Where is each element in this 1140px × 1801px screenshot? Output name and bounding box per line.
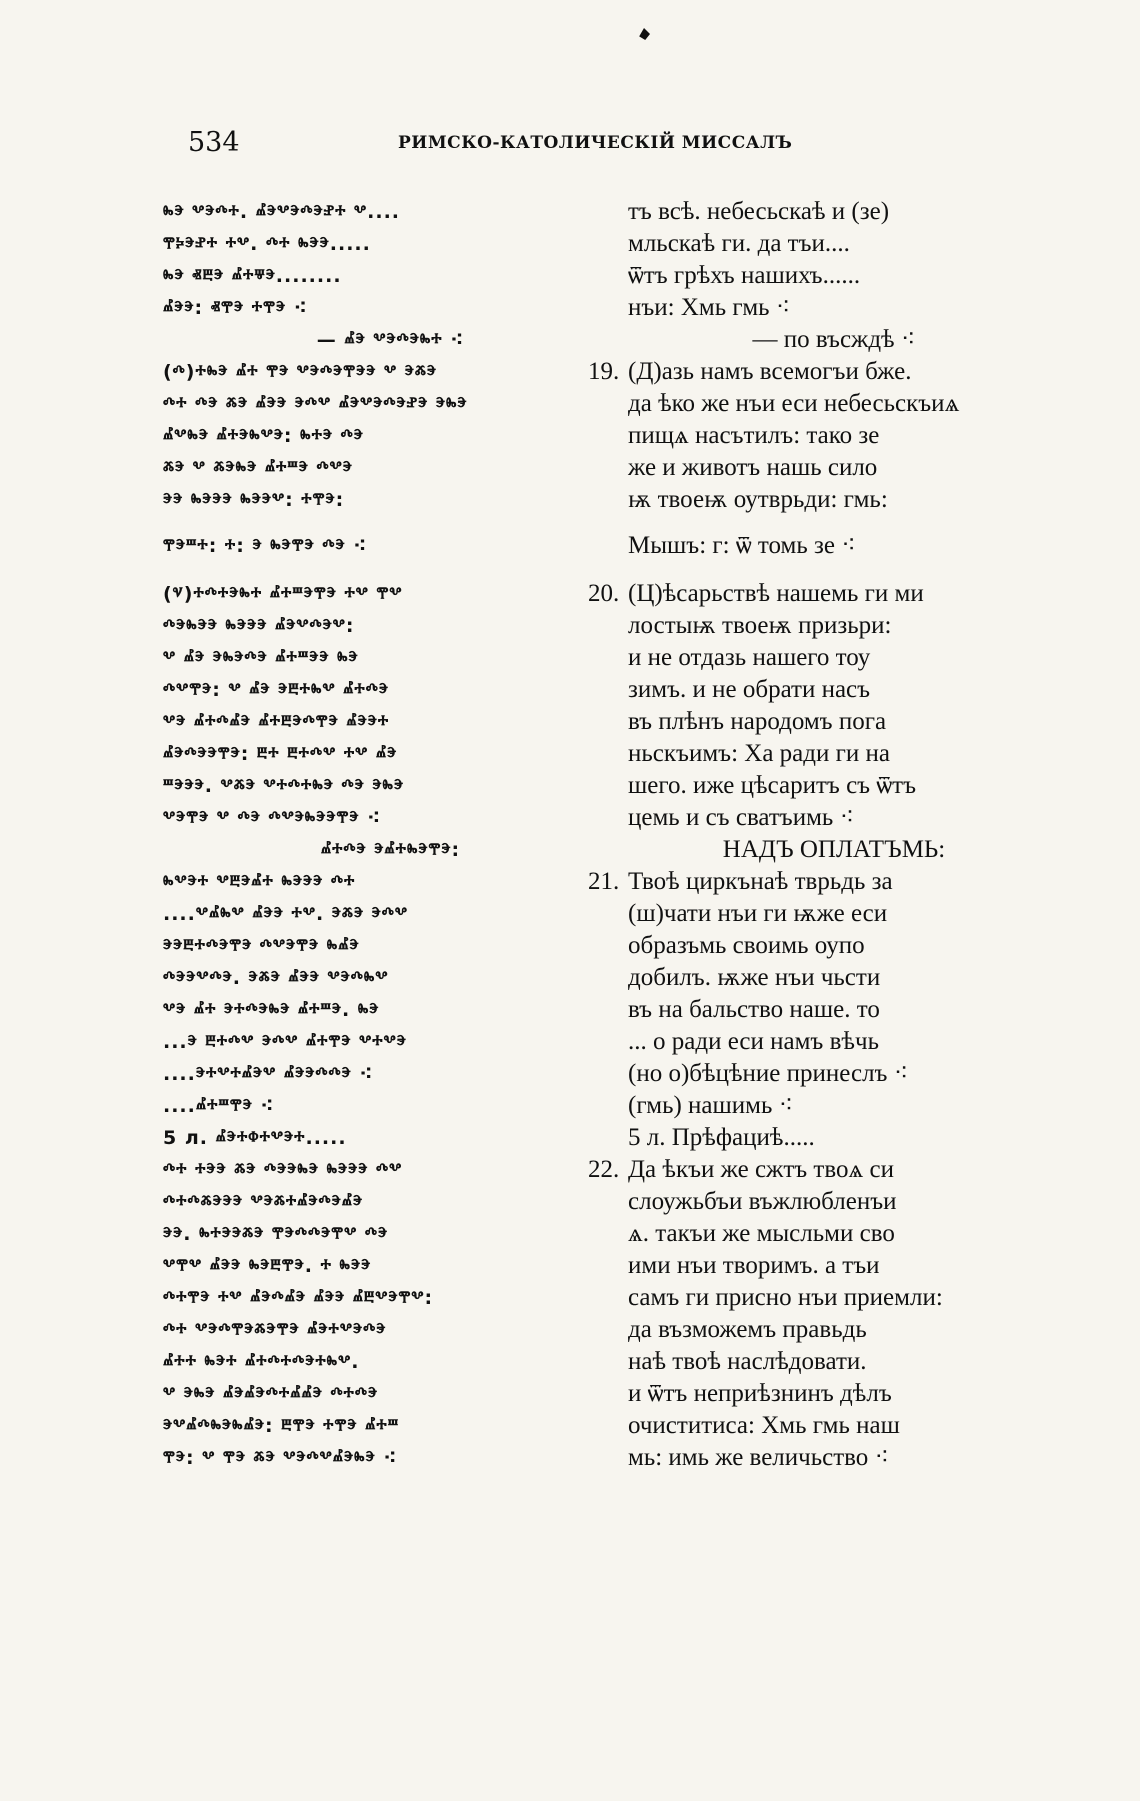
cyrillic-line: мь: имь же величьство ⁖ — [628, 1444, 890, 1471]
glagolitic-line: (ⱌ)ⰰⰴⰰⰵⰸⰰ ⰼⰰⱎⰵⰹⰵ ⰰⰲ ⰹⰲ — [163, 583, 403, 605]
cyrillic-column — [588, 196, 1040, 1474]
cyrillic-line-text: Да ѣкъи же сжтъ твоѧ си — [628, 1156, 894, 1183]
glagolitic-line: ⰹⰵ: ⰲ ⰹⰵ ⰶⰵ ⰲⰵⰴⰲⰼⰵⰸⰵ ⁖ — [163, 1447, 398, 1469]
cyrillic-verse-line — [588, 1154, 1040, 1186]
cyrillic-line: да възможемъ правьдь — [628, 1316, 867, 1343]
cyrillic-line: слоужьбъи въжлюбленъи — [628, 1188, 897, 1215]
cyrillic-line: мльскаѣ ги. да тъи.... — [628, 230, 850, 257]
glagolitic-line: ⰴⰰ ⰴⰵ ⰶⰵ ⰼⰵⰵ ⰵⰴⰲ ⰼⰵⰲⰵⰴⰵⱀⰵ ⰵⰸⰵ — [163, 393, 468, 415]
cyrillic-line: нъи: Хмь гмь ⁖ — [628, 294, 791, 321]
cyrillic-line: образъмь своимь оупо — [628, 932, 865, 959]
glagolitic-line: ⰸⰲⰵⰰ ⰲⰱⰵⰼⰰ ⰸⰵⰵⰵ ⰴⰰ — [163, 871, 356, 893]
cyrillic-line: въ плѣнъ народомъ пога — [628, 708, 887, 735]
glagolitic-line: ⰹⰽⰵⱀⰰ ⰰⰲ. ⰴⰰ ⰸⰵⰵ..... — [163, 233, 371, 255]
cyrillic-line: Мышъ: г: ѿ томь зе ⁖ — [628, 532, 856, 559]
cyrillic-line: ѿтъ грѣхъ нашихъ...... — [628, 262, 861, 289]
cyrillic-line: самъ ги присно нъи приемли: — [628, 1284, 943, 1311]
cyrillic-line: наѣ твоѣ наслѣдовати. — [628, 1348, 867, 1375]
cyrillic-line-text: (Д)азь намъ всемогъи бже. — [628, 358, 912, 385]
glagolitic-line: ⰹⰵⱎⰰ: ⰰ: ⰵ ⰸⰵⰹⰵ ⰴⰵ ⁖ — [163, 535, 368, 557]
verse-number: 21. — [588, 868, 620, 895]
verse-number: 22. — [588, 1156, 620, 1183]
glagolitic-line: 5 л. ⰼⰵⰰⱇⰰⰲⰵⰰ..... — [163, 1127, 347, 1149]
cyrillic-line: въ на бальство наше. то — [628, 996, 880, 1023]
cyrillic-line: пищѧ насътилъ: тако зе — [628, 422, 880, 449]
cyrillic-line: ими нъи творимъ. а тъи — [628, 1252, 880, 1279]
glagolitic-line: ⰶⰵ ⰲ ⰶⰵⰸⰵ ⰼⰰⱎⰵ ⰴⰲⰵ — [163, 457, 353, 479]
cyrillic-line: да ѣко же нъи еси небесьскъиѧ — [628, 390, 960, 417]
glagolitic-line: ⰲⰵ ⰼⰰ ⰵⰰⰴⰵⰸⰵ ⰼⰰⱎⰵ. ⰸⰵ — [163, 999, 380, 1021]
glagolitic-line: ⰵⰵ. ⰸⰰⰵⰵⰶⰵ ⰹⰵⰴⰴⰵⰹⰲ ⰴⰵ — [163, 1223, 389, 1245]
glagolitic-line: ⰼⰰⰰ ⰸⰵⰰ ⰼⰰⰴⰰⰴⰵⰰⰸⰲ. — [163, 1351, 360, 1373]
cyrillic-line: ѧ. такъи же мысльми сво — [628, 1220, 895, 1247]
glagolitic-line: ⱎⰵⰵⰵ. ⰲⰶⰵ ⰲⰰⰴⰰⰸⰵ ⰴⰵ ⰵⰸⰵ — [163, 775, 405, 797]
verse-number: 20. — [588, 580, 620, 607]
glagolitic-line: (ⰴ)ⰰⰸⰵ ⰼⰰ ⰹⰵ ⰲⰵⰴⰵⰹⰵⰵ ⰲ ⰵⰶⰵ — [163, 361, 438, 383]
glagolitic-rubric: ⰼⰰⰴⰵ ⰵⰼⰰⰸⰵⰹⰵ: — [320, 839, 461, 861]
glagolitic-rubric: — ⰼⰵ ⰲⰵⰴⰵⰸⰰ ⁖ — [316, 329, 465, 351]
glagolitic-line: ⰲ ⰼⰵ ⰵⰸⰵⰴⰵ ⰼⰰⱎⰵⰵ ⰸⰵ — [163, 647, 359, 669]
cyrillic-line: цемь и съ сватъимь ⁖ — [628, 804, 855, 831]
cyrillic-line: зимъ. и не обрати насъ — [628, 676, 871, 703]
glagolitic-line: ⰸⰵ ⱏⰱⰵ ⰼⰰⱋⰵ........ — [163, 265, 342, 287]
glagolitic-line: ⰸⰵ ⰲⰵⰴⰰ. ⰼⰵⰲⰵⰴⰵⱀⰰ ⰲ.... — [163, 201, 401, 223]
cyrillic-line-text: Твоѣ циркънаѣ тврьдь за — [628, 868, 893, 895]
cyrillic-line: ѭ твоеѭ оутврьди: гмь: — [628, 486, 888, 513]
glagolitic-line: ⰼⰵⰴⰵⰵⰹⰵ: ⰱⰰ ⰱⰰⰴⰲ ⰰⰲ ⰼⰵ — [163, 743, 398, 765]
glagolitic-line: ⰴⰵⰵⰲⰴⰵ. ⰵⰶⰵ ⰼⰵⰵ ⰲⰵⰴⰸⰲ — [163, 967, 389, 989]
cyrillic-line: тъ всѣ. небесьскаѣ и (зе) — [628, 198, 890, 225]
cyrillic-line: (гмь) нашимь ⁖ — [628, 1092, 794, 1119]
glagolitic-line: ....ⰲⰼⰸⰲ ⰼⰵⰵ ⰰⰲ. ⰵⰶⰵ ⰵⰴⰲ — [163, 903, 409, 925]
cyrillic-line: (но о)бѣцѣние принеслъ ⁖ — [628, 1060, 909, 1087]
cyrillic-line: и не отдазь нашего тоу — [628, 644, 871, 671]
glagolitic-line: ⰴⰰⰹⰵ ⰰⰲ ⰼⰵⰴⰼⰵ ⰼⰵⰵ ⰼⰱⰲⰵⰹⰲ: — [163, 1287, 434, 1309]
glagolitic-column — [163, 196, 618, 1474]
glagolitic-line: ⰵⰵⰱⰰⰴⰵⰹⰵ ⰴⰲⰵⰹⰵ ⰸⰼⰵ — [163, 935, 360, 957]
glagolitic-line: ⰼⰵⰵ: ⱏⰹⰵ ⰰⰹⰵ ⁖ — [163, 297, 308, 319]
cyrillic-line: шего. иже цѣсаритъ съ ѿтъ — [628, 772, 917, 799]
cyrillic-line: лостыѭ твоеѭ призьри: — [628, 612, 892, 639]
glagolitic-line: ⰴⰰ ⰰⰵⰵ ⰶⰵ ⰴⰵⰵⰸⰵ ⰸⰵⰵⰵ ⰴⰲ — [163, 1159, 403, 1181]
glagolitic-line: ....ⰼⰰⱎⰹⰵ ⁖ — [163, 1095, 275, 1117]
page-number: 534 — [188, 127, 240, 158]
cyrillic-rubric: НАДЪ ОПЛАТЪМЬ: — [722, 836, 946, 863]
glagolitic-line: ⰴⰵⰸⰵⰵ ⰸⰵⰵⰵ ⰼⰵⰲⰴⰵⰲ: — [163, 615, 355, 637]
cyrillic-verse-line — [588, 356, 1040, 388]
cyrillic-line: 5 л. Прѣфациѣ..... — [628, 1124, 815, 1151]
cyrillic-line: ньскъимъ: Ха ради ги на — [628, 740, 890, 767]
ink-mark — [638, 28, 650, 40]
page-header — [188, 127, 1048, 161]
glagolitic-line: ⰴⰰⰴⰶⰵⰵⰵ ⰲⰵⰶⰰⰼⰵⰴⰵⰼⰵ — [163, 1191, 364, 1213]
glagolitic-line: ⰼⰲⰸⰵ ⰼⰰⰵⰸⰲⰵ: ⰸⰰⰵ ⰴⰵ — [163, 425, 364, 447]
glagolitic-line: ⰲ ⰵⰸⰵ ⰼⰵⰼⰵⰴⰰⰼⰼⰵ ⰴⰰⰴⰵ — [163, 1383, 379, 1405]
cyrillic-rubric: — по въсждѣ ⁖ — [752, 326, 916, 353]
cyrillic-line: ... о ради еси намъ вѣчь — [628, 1028, 879, 1055]
glagolitic-line: ....ⰵⰰⰲⰰⰼⰵⰲ ⰼⰵⰵⰴⰴⰵ ⁖ — [163, 1063, 374, 1085]
cyrillic-line: добилъ. ѭже нъи чьсти — [628, 964, 881, 991]
cyrillic-line: очиститиса: Хмь гмь наш — [628, 1412, 900, 1439]
cyrillic-line: же и животъ нашь сило — [628, 454, 878, 481]
glagolitic-line: ⰵⰲⰼⰴⰸⰵⰸⰼⰵ: ⰱⰹⰵ ⰰⰹⰵ ⰼⰰⱎ — [163, 1415, 400, 1437]
cyrillic-verse-line — [588, 866, 1040, 898]
glagolitic-line: ⰲⰵⰹⰵ ⰲ ⰴⰵ ⰴⰲⰵⰸⰵⰵⰹⰵ ⁖ — [163, 807, 382, 829]
glagolitic-line: ⰴⰰ ⰲⰵⰴⰹⰵⰶⰵⰹⰵ ⰼⰵⰰⰲⰵⰴⰵ — [163, 1319, 387, 1341]
cyrillic-verse-line — [588, 578, 1040, 610]
cyrillic-line: и ѿтъ неприѣзнинъ дѣлъ — [628, 1380, 892, 1407]
cyrillic-line-text: (Ц)ѣсарьствѣ нашемь ги ми — [628, 580, 924, 607]
glagolitic-line: ⰴⰲⰹⰵ: ⰲ ⰼⰵ ⰵⰱⰰⰸⰲ ⰼⰰⰴⰵ — [163, 679, 390, 701]
glagolitic-line: ...ⰵ ⰱⰰⰴⰲ ⰵⰴⰲ ⰼⰰⰹⰵ ⰲⰰⰲⰵ — [163, 1031, 407, 1053]
running-title: РИМСКО-КАТОЛИЧЕСКІЙ МИССАЛЪ — [398, 133, 793, 153]
glagolitic-line: ⰵⰵ ⰸⰵⰵⰵ ⰸⰵⰵⰲ: ⰰⰹⰵ: — [163, 489, 345, 511]
cyrillic-line: (ш)чати нъи ги ѭже еси — [628, 900, 888, 927]
glagolitic-line: ⰲⰹⰲ ⰼⰵⰵ ⰸⰵⰱⰹⰵ. ⰰ ⰸⰵⰵ — [163, 1255, 372, 1277]
verse-number: 19. — [588, 358, 620, 385]
glagolitic-line: ⰲⰵ ⰼⰰⰴⰼⰵ ⰼⰰⰱⰵⰴⰹⰵ ⰼⰵⰵⰰ — [163, 711, 390, 733]
